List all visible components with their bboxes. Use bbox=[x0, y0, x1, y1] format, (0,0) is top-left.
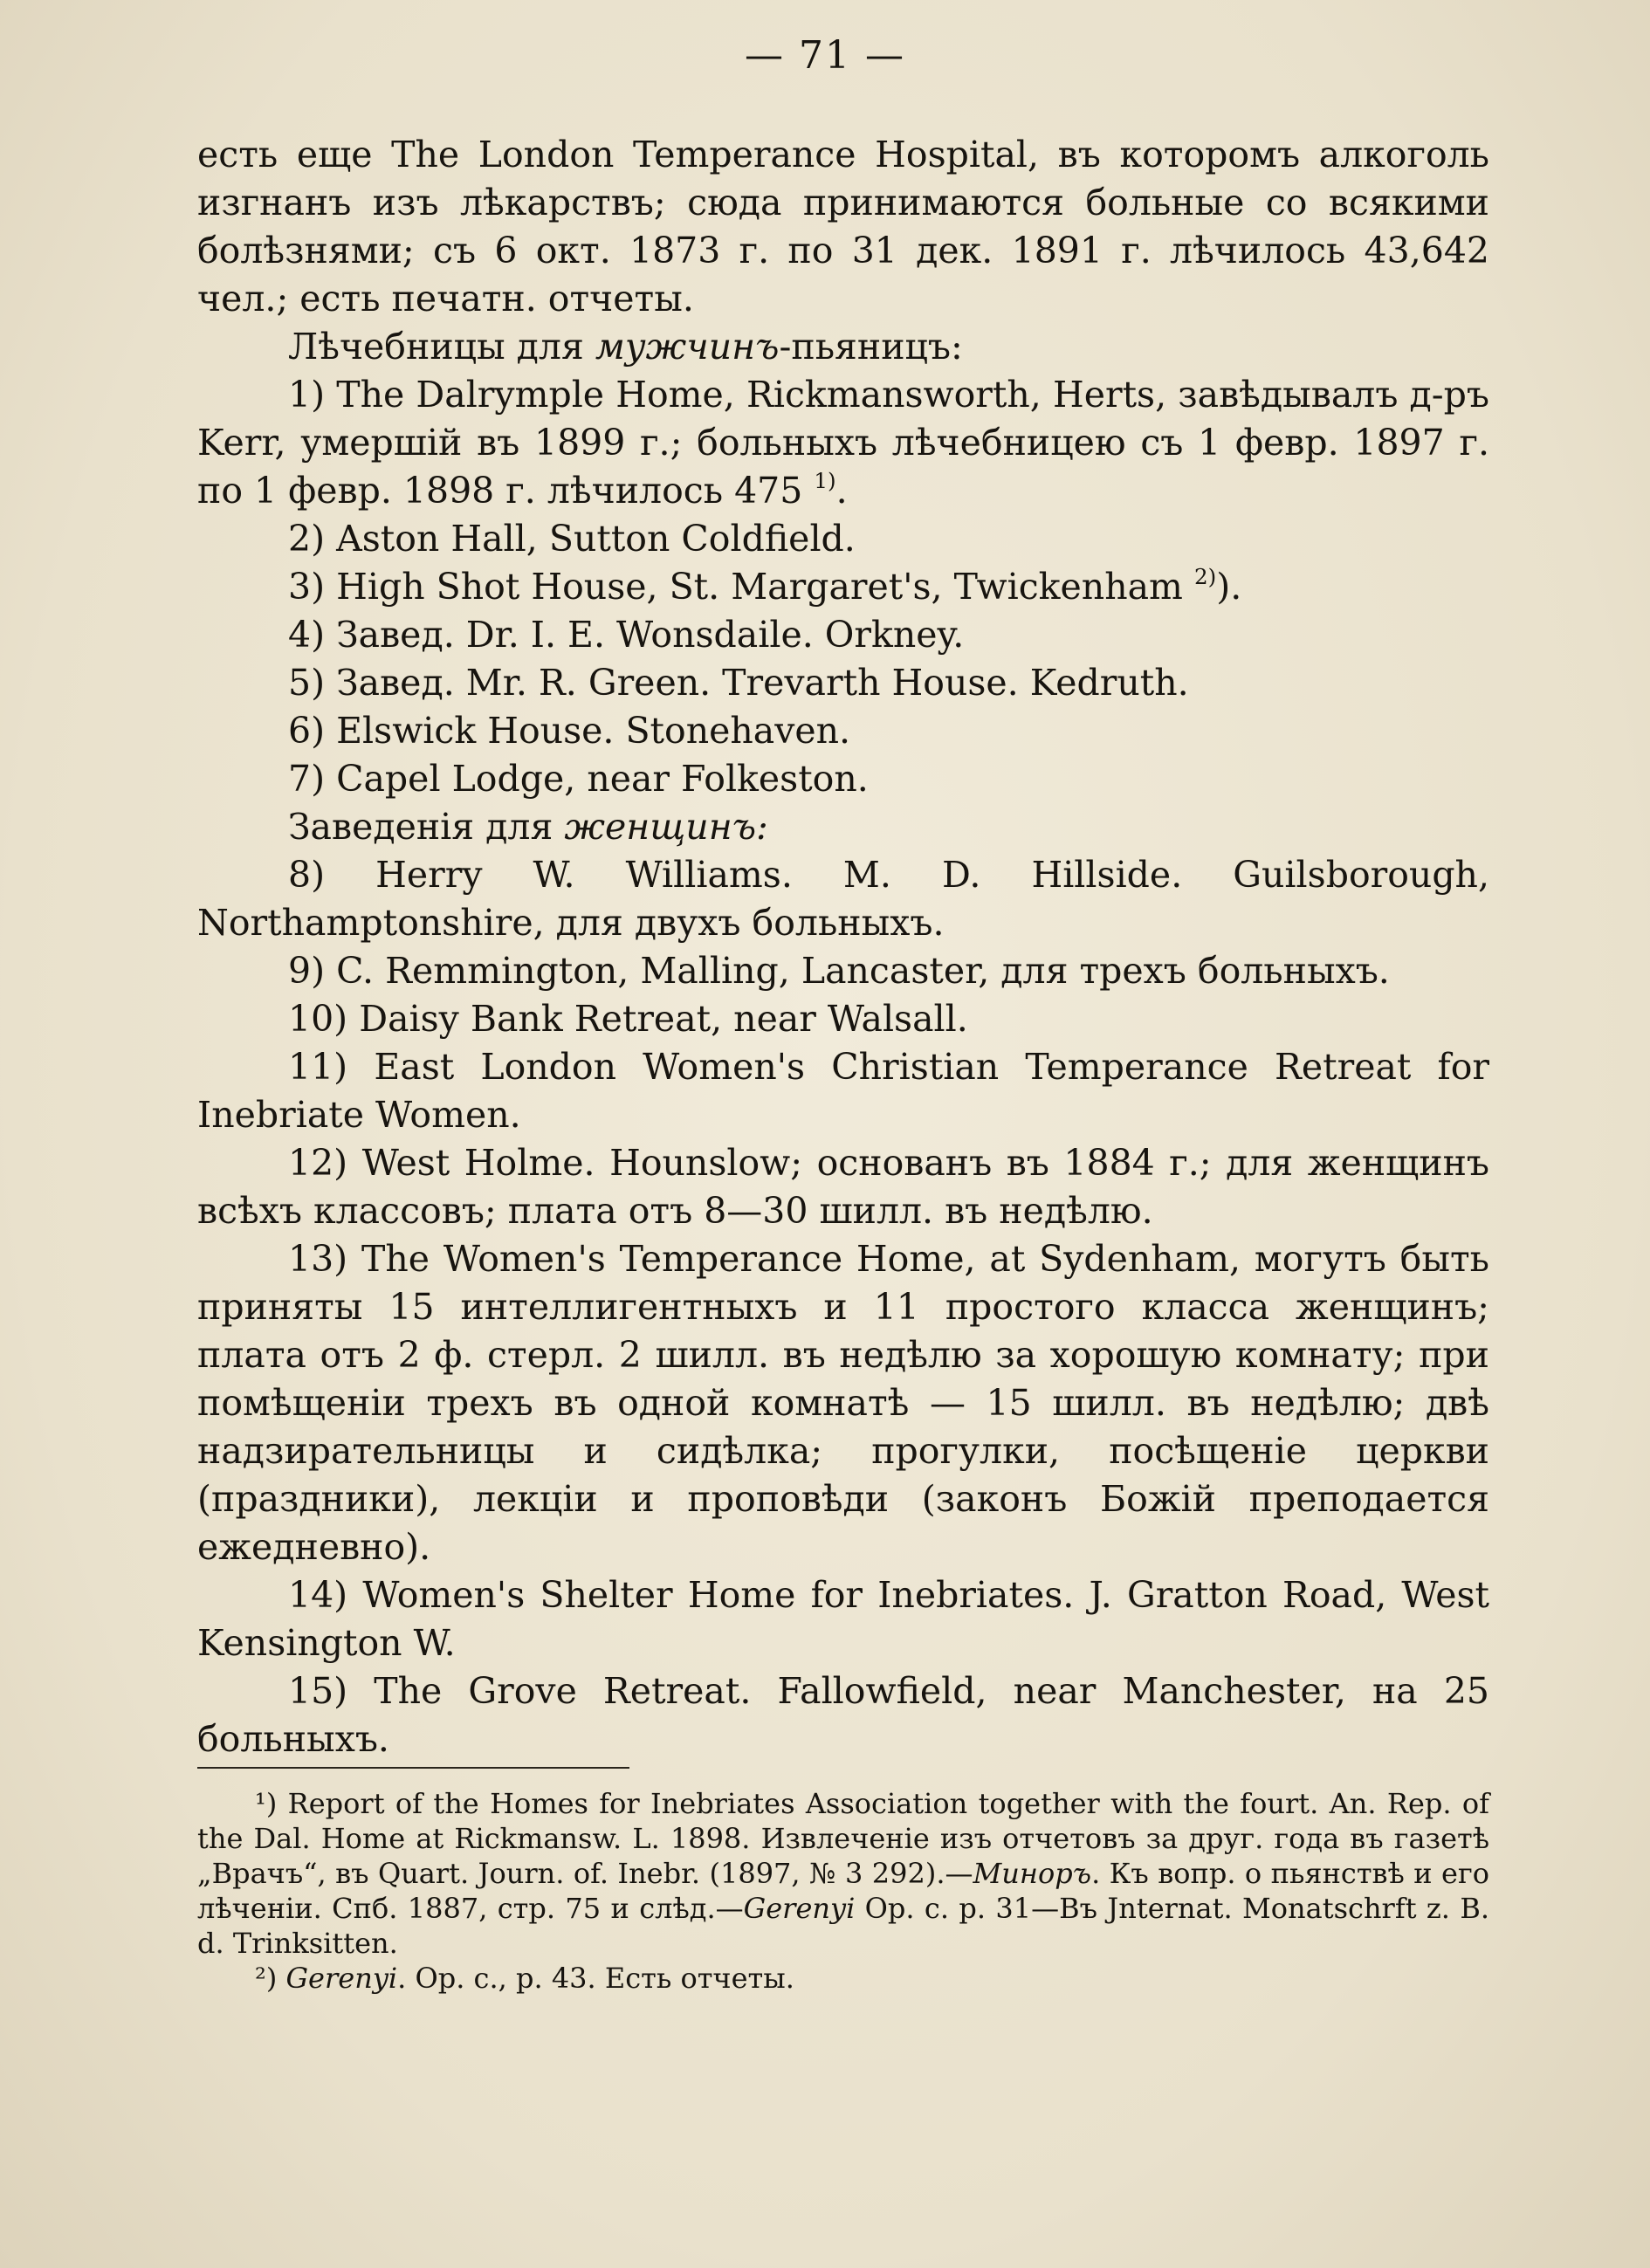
list-item bbox=[197, 563, 1489, 611]
footnote-author: Миноръ bbox=[973, 1857, 1092, 1890]
footnote-mark: ¹) bbox=[255, 1787, 278, 1820]
footnotes bbox=[197, 1786, 1489, 1996]
list-item: 2) Aston Hall, Sutton Coldfield. bbox=[288, 518, 856, 560]
heading-prefix: Лѣчебницы для bbox=[288, 326, 595, 368]
footnote-ref: 1) bbox=[814, 467, 836, 493]
list-item-text: 1) The Dalrymple Home, Rickmansworth, Herts, завѣдывалъ д-ръ Kerr, умершій въ 1899 г.; больныхъ лѣчебницею съ 1 февр. 1897 г. по 1 февр. 1898 г. лѣчилось 475 bbox=[197, 374, 1489, 512]
footnote-mark: ²) bbox=[255, 1962, 278, 1995]
women-section-heading bbox=[197, 803, 1489, 851]
men-section-heading bbox=[197, 323, 1489, 371]
footnote-text: . Op. c., p. 43. Есть отчеты. bbox=[397, 1962, 794, 1995]
list-item: 12) West Holme. Hounslow; основанъ въ 1884 г.; для женщинъ всѣхъ классовъ; плата отъ 8—30 шилл. въ недѣлю. bbox=[197, 1142, 1489, 1232]
list-item: 15) The Grove Retreat. Fallowfield, near Manchester, на 25 больныхъ. bbox=[197, 1670, 1489, 1760]
list-item: 10) Daisy Bank Retreat, near Walsall. bbox=[288, 998, 968, 1040]
footnote-2 bbox=[197, 1961, 1489, 1996]
heading-prefix: Заведенія для bbox=[288, 806, 565, 848]
heading-emphasis: женщинъ: bbox=[564, 806, 768, 848]
footnote-divider bbox=[197, 1767, 629, 1769]
main-text bbox=[197, 131, 1489, 1763]
list-item bbox=[197, 371, 1489, 515]
list-item: 14) Women's Shelter Home for Inebriates. J. Gratton Road, West Kensington W. bbox=[197, 1574, 1489, 1664]
list-item: 4) Завед. Dr. I. E. Wonsdaile. Orkney. bbox=[288, 614, 965, 656]
footnote-ref: 2) bbox=[1193, 563, 1217, 589]
footnote-text: Report of the Homes for Inebriates Association together with the fourt. An. Rep. of the Dal. Home at Rickmansw. L. 1898. Извлеченіе изъ отчетовъ за друг. года въ газетѣ „Врачъ“, въ Quart. Journ. of. Inebr. (1897, № 3 292).— bbox=[197, 1787, 1489, 1890]
intro-paragraph: есть еще The London Temperance Hospital, въ которомъ алкоголь изгнанъ изъ лѣкарствъ; сюда принимаются больные со всякими болѣзнями; съ 6 окт. 1873 г. по 31 дек. 1891 г. лѣчилось 43,642 чел.; есть печатн. отчеты. bbox=[197, 134, 1489, 320]
list-item-tail: ). bbox=[1216, 566, 1242, 608]
list-item-tail: . bbox=[835, 470, 848, 512]
list-item: 11) East London Women's Christian Temperance Retreat for Inebriate Women. bbox=[197, 1046, 1489, 1136]
heading-emphasis: мужчинъ bbox=[595, 326, 780, 368]
list-item-text: 3) High Shot House, St. Margaret's, Twickenham bbox=[288, 566, 1183, 608]
list-item: 7) Capel Lodge, near Folkeston. bbox=[288, 758, 869, 800]
footnote-text: . Къ вопр. о пьянствѣ и его лѣченіи. Спб. 1887, стр. 75 и слѣд.— bbox=[197, 1857, 1490, 1925]
list-item: 6) Elswick House. Stonehaven. bbox=[288, 710, 851, 752]
page-number: — 71 — bbox=[745, 33, 905, 78]
heading-suffix: -пьяницъ: bbox=[779, 326, 963, 368]
list-item: 9) C. Remmington, Malling, Lancaster, для трехъ больныхъ. bbox=[288, 950, 1390, 992]
list-item: 13) The Women's Temperance Home, at Sydenham, могутъ быть приняты 15 интеллигентныхъ и 11 простого класса женщинъ; плата отъ 2 ф. стерл. 2 шилл. въ недѣлю за хорошую комнату; при помѣщеніи трехъ въ одной комнатѣ — 15 шилл. въ недѣлю; двѣ надзирательницы и сидѣлка; прогулки, посѣщеніе церкви (праздники), лекціи и проповѣди (законъ Божій преподается ежедневно). bbox=[197, 1238, 1489, 1568]
footnote-author: Gerenyi bbox=[743, 1892, 856, 1925]
list-item: 5) Завед. Mr. R. Green. Trevarth House. Kedruth. bbox=[288, 662, 1189, 704]
footnote-text: Op. c. p. 31—Въ Jnternat. Monatschrft z. B. d. Trinksitten. bbox=[197, 1892, 1490, 1960]
list-item: 8) Herry W. Williams. M. D. Hillside. Guilsborough, Northamptonshire, для двухъ больныхъ. bbox=[197, 854, 1489, 944]
footnote-author: Gerenyi bbox=[285, 1962, 398, 1995]
footnote-1 bbox=[197, 1786, 1489, 1961]
